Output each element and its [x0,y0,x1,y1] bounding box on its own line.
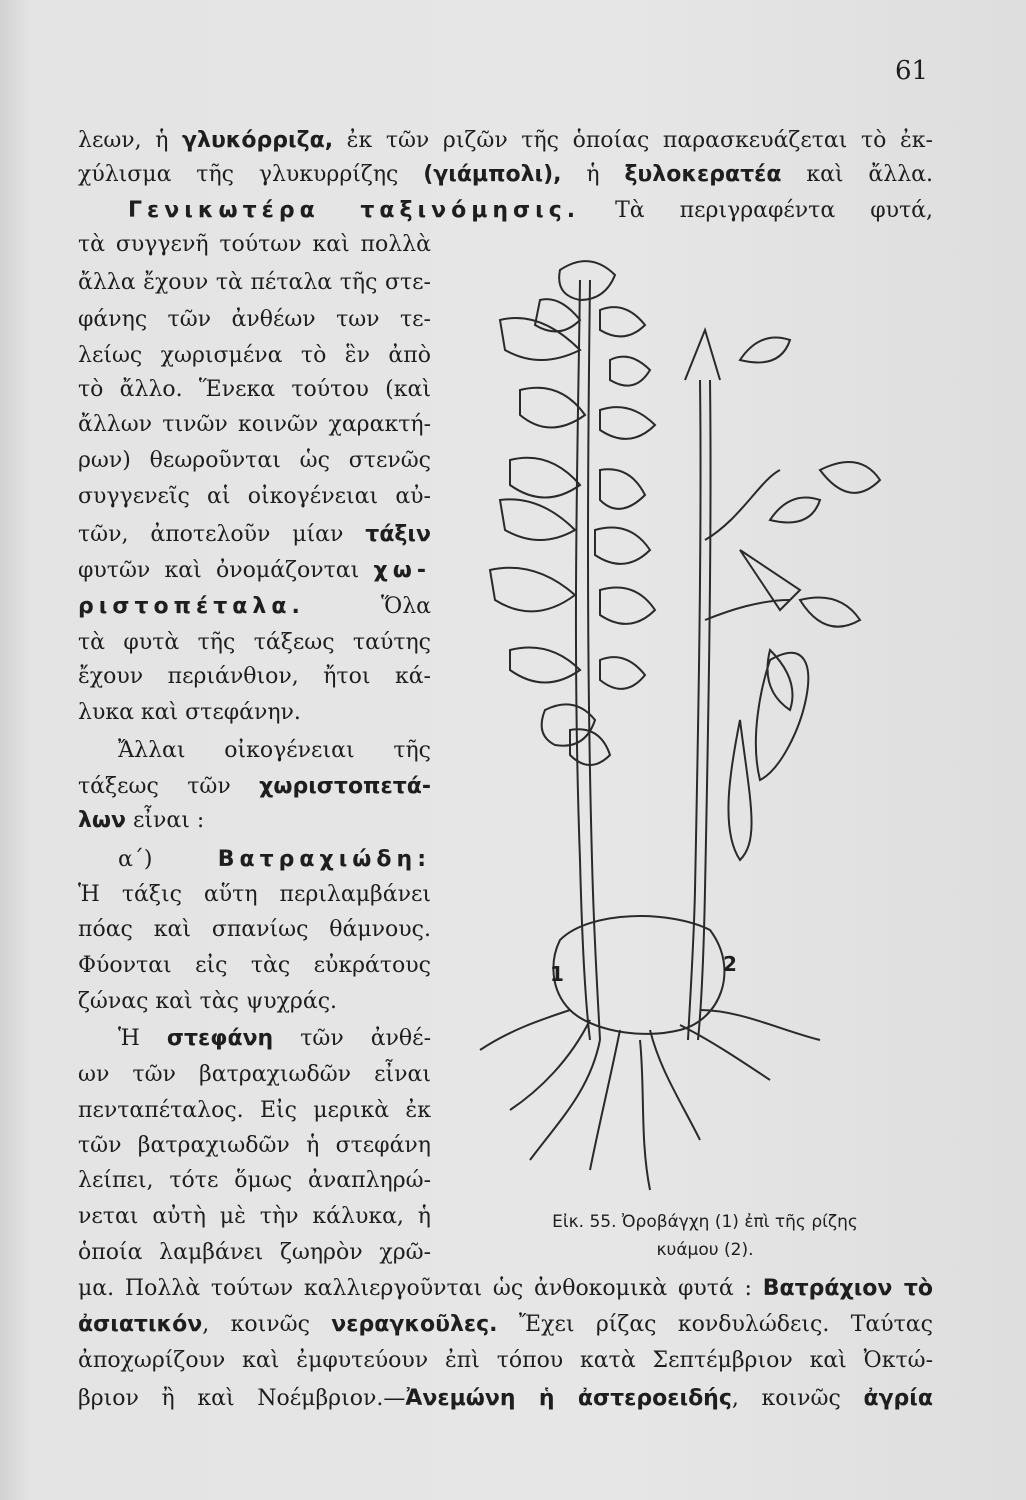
text-line: ζώνας καὶ τὰς ψυχράς. [78,989,338,1014]
text-line: λείπει, τότε ὅμως ἀναπληρώ- [78,1168,431,1193]
bean-leaves [705,338,880,861]
text-line: ἄλλα ἔχουν τὰ πέταλα τῆς στε- [78,270,431,295]
text-line: τῶν, ἀποτελοῦν μίαν τάξιν [78,522,431,547]
text-line: συγγενεῖς αἱ οἰκογένειαι αὐ- [78,484,431,509]
text-line: ὁποία λαμβάνει ζωηρὸν χρῶ- [78,1240,431,1265]
text-line: ρων) θεωροῦνται ὡς στενῶς [78,448,431,473]
broomrape-flowers [490,261,655,765]
text-line: ἔχουν περιάνθιον, ἤτοι κά- [78,664,431,689]
botanical-illustration [440,240,940,1200]
text-line: τὰ φυτὰ τῆς τάξεως ταύτης [78,630,431,655]
section-heading-line: Γενικωτέρα ταξινόμησις. Τὰ περιγραφέντα φυτά, [128,198,933,223]
text-line: χύλισμα τῆς γλυκυρρίζης (γιάμπολι), ἡ ξυλοκερατέα καὶ ἄλλα. [78,162,934,187]
text-line: φάνης τῶν ἀνθέων των τε- [78,307,431,332]
text-line: βριον ἢ καὶ Νοέμβριον.—Ἀνεμώνη ἡ ἀστεροειδής, κοινῶς ἀγρία [78,1386,933,1411]
figure-label-1: 1 [550,962,564,986]
text-line: τὸ ἄλλο. Ἕνεκα τούτου (καὶ [78,377,431,402]
text-line: φυτῶν καὶ ὀνομάζονται χω- [78,558,431,583]
text-line: τὰ συγγενῆ τούτων καὶ πολλὰ [78,232,431,257]
bean-stem [688,380,701,1040]
text-line: λείως χωρισμένα τὸ ἓν ἀπὸ [78,343,431,368]
figure-caption-line2: κυάμου (2). [656,1240,754,1260]
figure-caption-line1: Εἰκ. 55. Ὀροβάγχη (1) ἐπὶ τῆς ρίζης [552,1212,858,1232]
text-line: Ἄλλαι οἰκογένειαι τῆς [118,738,431,763]
text-line: τῶν βατραχιωδῶν ἡ στεφάνη [78,1133,431,1158]
page-number: 61 [895,56,929,86]
text-line: Ἡ τάξις αὕτη περιλαμβάνει [78,882,431,907]
root-tuber [553,916,724,1034]
text-line: Ἡ στεφάνη τῶν ἀνθέ- [118,1026,431,1051]
text-line: λυκα καὶ στεφάνην. [78,700,301,725]
text-line: ἀσιατικόν, κοινῶς νεραγκοῦλες. Ἔχει ρίζας κονδυλώδεις. Ταύτας [78,1312,933,1337]
text-line: νεται αὐτὴ μὲ τὴν κάλυκα, ἡ [78,1204,431,1229]
text-line: πενταπέταλος. Εἰς μερικὰ ἐκ [78,1098,431,1123]
roots [480,1010,820,1190]
text-line: τάξεως τῶν χωριστοπετά- [78,774,431,799]
plant-drawing-svg [440,240,940,1200]
text-line: ἄλλων τινῶν κοινῶν χαρακτή- [78,412,431,437]
figure-label-2: 2 [723,952,737,976]
text-line: πόας καὶ σπανίως θάμνους. [78,917,431,942]
text-line: μα. Πολλὰ τούτων καλλιεργοῦνται ὡς ἀνθοκομικὰ φυτά : Βατράχιον τὸ [78,1276,933,1301]
text-line: ριστοπέταλα. Ὅλα [78,594,431,619]
text-line: ἀποχωρίζουν καὶ ἐμφυτεύουν ἐπὶ τόπου κατὰ Σεπτέμβριον καὶ Ὀκτώ- [78,1348,933,1373]
text-line: ων τῶν βατραχιωδῶν εἶναι [78,1062,431,1087]
subheading-line: α΄) Βατραχιώδη: [118,847,431,872]
text-line: λων εἶναι : [78,808,205,833]
text-line: Φύονται εἰς τὰς εὐκράτους [78,953,431,978]
text-line: λεων, ἡ γλυκόρριζα, ἐκ τῶν ριζῶν τῆς ὁποίας παρασκευάζεται τὸ ἐκ- [78,128,933,153]
